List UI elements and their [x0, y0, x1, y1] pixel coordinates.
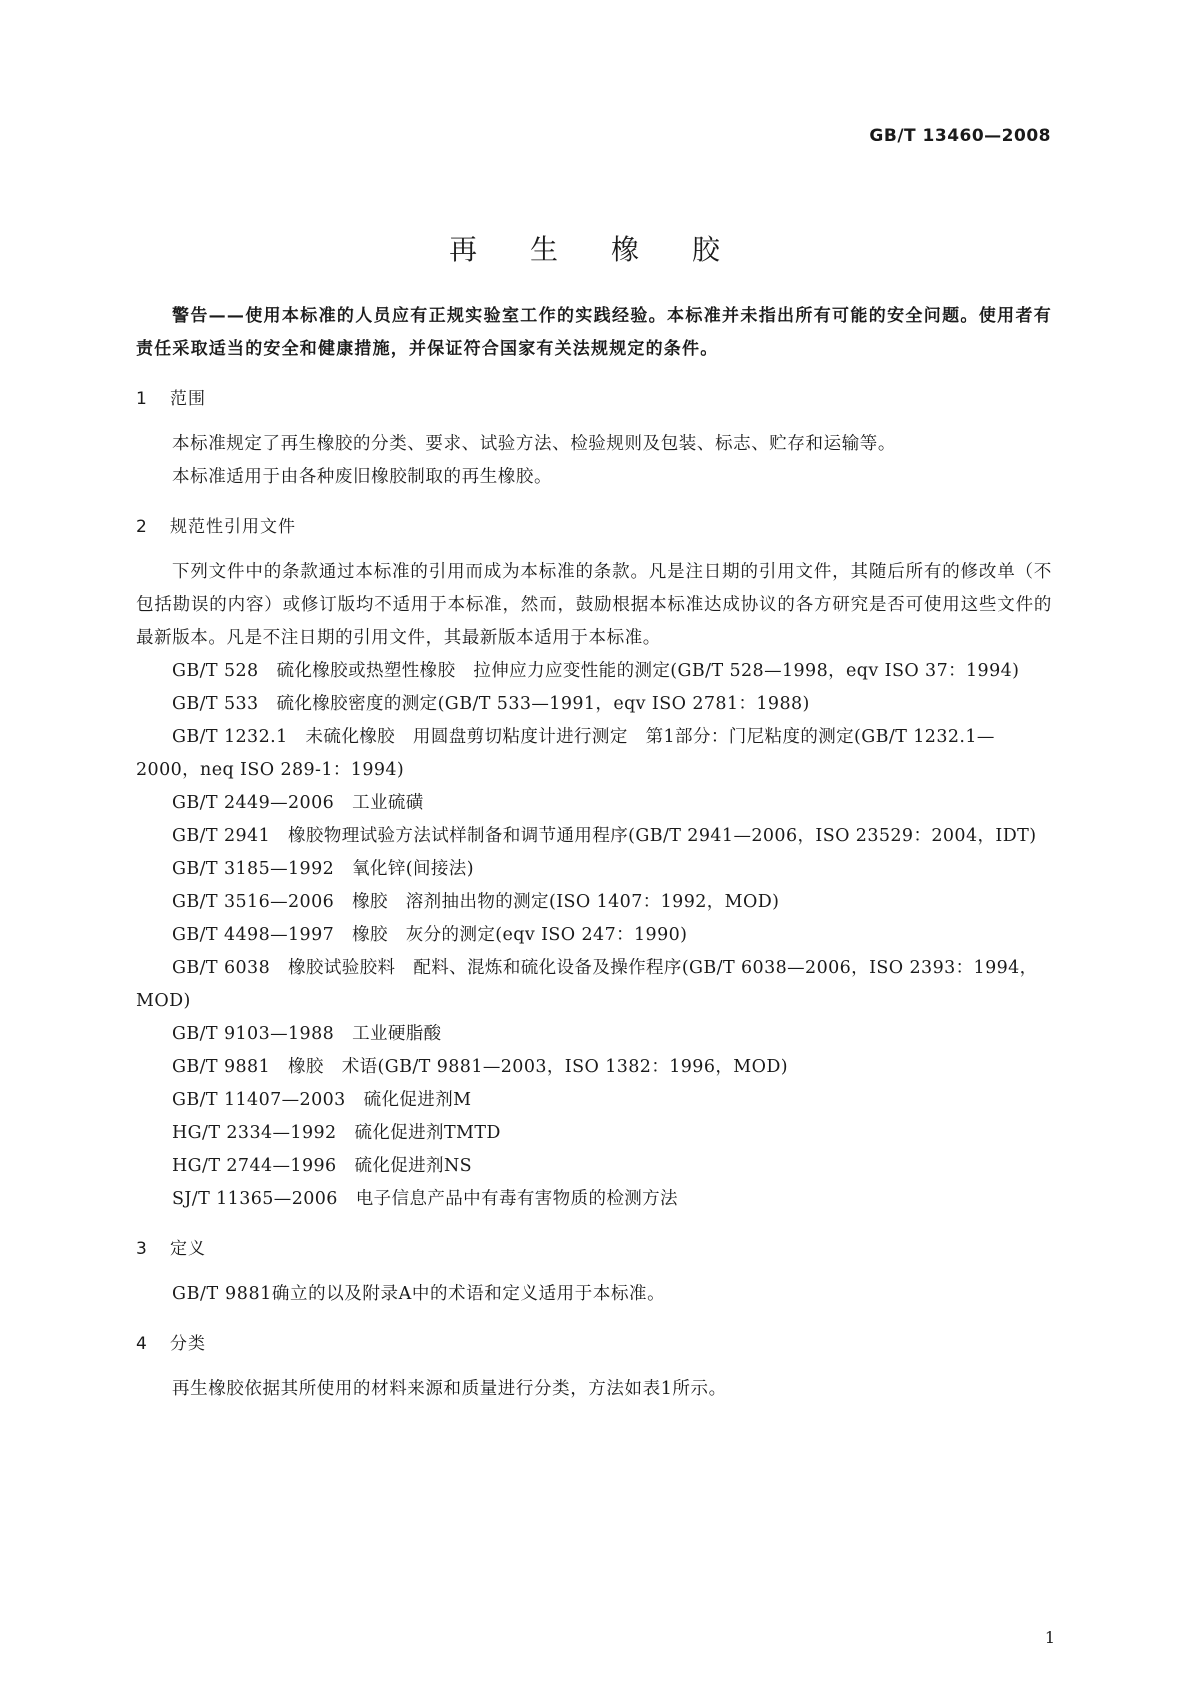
reference-item	[136, 853, 1052, 886]
section-title: 范围	[170, 389, 206, 409]
reference-title: 橡胶 术语(GB/T 9881—2003，ISO 1382：1996，MOD)	[288, 1057, 788, 1077]
reference-title: 橡胶 灰分的测定(eqv ISO 247：1990)	[352, 925, 688, 945]
reference-item	[136, 919, 1052, 952]
warning-paragraph: 警告——使用本标准的人员应有正规实验室工作的实践经验。本标准并未指出所有可能的安全问题。使用者有责任采取适当的安全和健康措施，并保证符合国家有关法规规定的条件。	[136, 306, 1052, 359]
reference-title: 硫化促进剂TMTD	[354, 1123, 501, 1143]
paragraph: 本标准规定了再生橡胶的分类、要求、试验方法、检验规则及包装、标志、贮存和运输等。	[172, 434, 896, 454]
reference-title: 电子信息产品中有毒有害物质的检测方法	[355, 1189, 678, 1209]
reference-item	[136, 952, 1052, 1018]
reference-code: GB/T 533	[172, 694, 259, 714]
section-number: 3	[136, 1239, 148, 1259]
reference-code: HG/T 2744—1996	[172, 1156, 337, 1176]
reference-item	[136, 1117, 1052, 1150]
reference-title: 橡胶 溶剂抽出物的测定(ISO 1407：1992，MOD)	[352, 892, 780, 912]
section-number: 1	[136, 389, 148, 409]
reference-code: GB/T 3185—1992	[172, 859, 335, 879]
reference-title: 硫化橡胶或热塑性橡胶 拉伸应力应变性能的测定(GB/T 528—1998，eqv ISO 37：1994)	[276, 661, 1020, 681]
paragraph: 本标准适用于由各种废旧橡胶制取的再生橡胶。	[172, 467, 553, 487]
reference-item	[136, 655, 1052, 688]
section-4-heading	[136, 1329, 1052, 1359]
reference-item	[136, 688, 1052, 721]
reference-code: GB/T 4498—1997	[172, 925, 335, 945]
section-title: 定义	[170, 1239, 206, 1259]
reference-title: 硫化促进剂NS	[354, 1156, 473, 1176]
section-number: 4	[136, 1334, 148, 1354]
reference-title: 橡胶物理试验方法试样制备和调节通用程序(GB/T 2941—2006，ISO 23529：2004，IDT)	[288, 826, 1037, 846]
reference-code: GB/T 6038	[172, 958, 271, 978]
section-2-heading	[136, 512, 1052, 542]
reference-item	[136, 1084, 1052, 1117]
reference-item	[136, 787, 1052, 820]
section-1-heading	[136, 384, 1052, 414]
reference-code: HG/T 2334—1992	[172, 1123, 337, 1143]
document-body	[136, 300, 1052, 1406]
page-number: 1	[1044, 1628, 1055, 1647]
reference-list	[136, 655, 1052, 1216]
reference-code: GB/T 528	[172, 661, 259, 681]
reference-title: 硫化促进剂M	[363, 1090, 472, 1110]
reference-code: GB/T 3516—2006	[172, 892, 335, 912]
reference-item	[136, 1018, 1052, 1051]
reference-code: GB/T 2941	[172, 826, 271, 846]
section-number: 2	[136, 517, 148, 537]
reference-code: GB/T 9881	[172, 1057, 271, 1077]
reference-code: GB/T 2449—2006	[172, 793, 335, 813]
reference-item	[136, 1150, 1052, 1183]
reference-item	[136, 1183, 1052, 1216]
reference-item	[136, 721, 1052, 787]
reference-item	[136, 886, 1052, 919]
reference-code: SJ/T 11365—2006	[172, 1189, 338, 1209]
section-3-heading	[136, 1234, 1052, 1264]
reference-title: 氧化锌(间接法)	[352, 859, 474, 879]
section-title: 分类	[170, 1334, 206, 1354]
reference-code: GB/T 11407—2003	[172, 1090, 346, 1110]
reference-item	[136, 820, 1052, 853]
paragraph: GB/T 9881确立的以及附录A中的术语和定义适用于本标准。	[172, 1284, 666, 1304]
reference-item	[136, 1051, 1052, 1084]
reference-title: 工业硬脂酸	[352, 1024, 442, 1044]
paragraph: 再生橡胶依据其所使用的材料来源和质量进行分类，方法如表1所示。	[172, 1379, 727, 1399]
reference-title: 工业硫磺	[352, 793, 424, 813]
standard-code: GB/T 13460—2008	[869, 126, 1051, 146]
reference-code: GB/T 9103—1988	[172, 1024, 335, 1044]
reference-title: 未硫化橡胶 用圆盘剪切粘度计进行测定 第1部分：门尼粘度的测定(GB/T 1232.1—2000，neq ISO 289-1：1994)	[136, 727, 995, 780]
reference-title: 硫化橡胶密度的测定(GB/T 533—1991，eqv ISO 2781：1988)	[276, 694, 810, 714]
section-title: 规范性引用文件	[170, 517, 296, 537]
reference-code: GB/T 1232.1	[172, 727, 288, 747]
reference-title: 橡胶试验胶料 配料、混炼和硫化设备及操作程序(GB/T 6038—2006，ISO 2393：1994，MOD)	[136, 958, 1038, 1011]
paragraph: 下列文件中的条款通过本标准的引用而成为本标准的条款。凡是注日期的引用文件，其随后所有的修改单（不包括勘误的内容）或修订版均不适用于本标准，然而，鼓励根据本标准达成协议的各方研究是否可使用这些文件的最新版本。凡是不注日期的引用文件，其最新版本适用于本标准。	[136, 562, 1052, 648]
document-title: 再 生 橡 胶	[449, 233, 742, 266]
